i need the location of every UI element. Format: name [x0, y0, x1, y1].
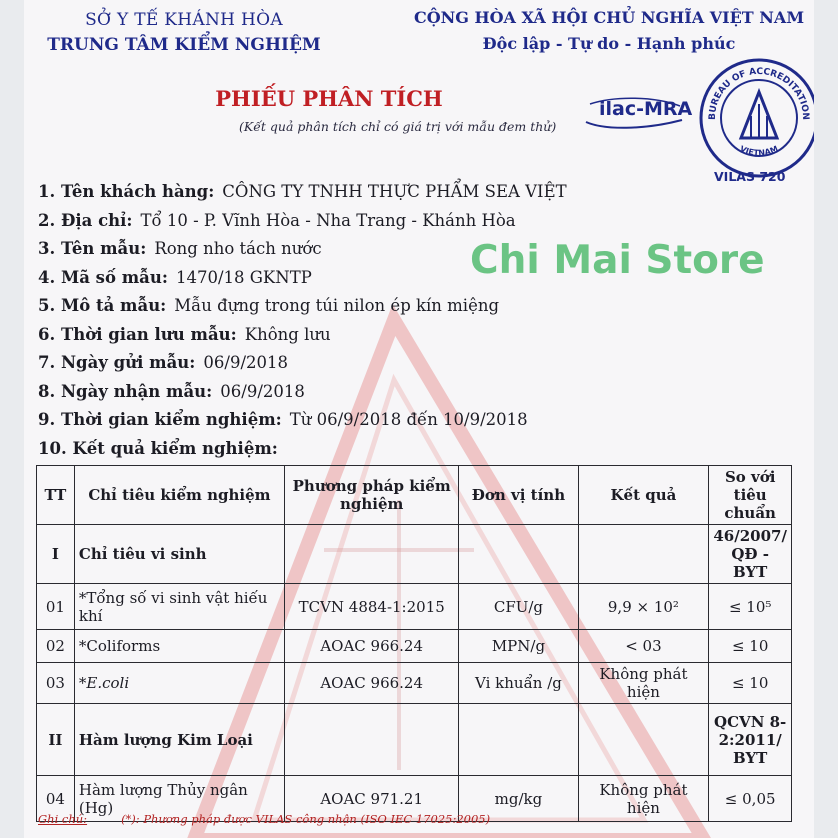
- cell-method: [284, 704, 458, 776]
- cell-tt: II: [37, 704, 75, 776]
- cell-tt: 04: [37, 776, 75, 822]
- col-header-standard: So với tiêu chuẩn: [709, 466, 792, 525]
- table-row: [37, 663, 792, 704]
- cell-criteria: *Tổng số vi sinh vật hiếu khí: [74, 584, 284, 630]
- cell-method: AOAC 966.24: [284, 630, 458, 663]
- store-watermark: Chi Mai Store: [470, 238, 765, 283]
- cell-standard: ≤ 10⁵: [709, 584, 792, 630]
- col-header-tt: TT: [37, 466, 75, 525]
- analysis-report-page: [24, 0, 814, 838]
- accreditation-seal-icon: [697, 56, 814, 180]
- cell-standard: QCVN 8-2:2011/ BYT: [709, 704, 792, 776]
- issuer-center: TRUNG TÂM KIỂM NGHIỆM: [47, 35, 321, 55]
- footnote: [38, 812, 490, 826]
- info-sample-name: 3. Tên mẫu: Rong nho tách nước: [38, 239, 322, 258]
- cell-standard: ≤ 0,05: [709, 776, 792, 822]
- national-header: [404, 8, 814, 53]
- cell-result: [578, 525, 709, 584]
- cell-standard: 46/2007/ QĐ - BYT: [709, 525, 792, 584]
- cell-tt: I: [37, 525, 75, 584]
- cell-standard: ≤ 10: [709, 630, 792, 663]
- col-header-unit: Đơn vị tính: [459, 466, 578, 525]
- table-row: [37, 584, 792, 630]
- vilas-number: VILAS 720: [714, 169, 786, 184]
- cell-criteria: *Coliforms: [74, 630, 284, 663]
- cell-unit: [459, 525, 578, 584]
- table-row: [37, 525, 792, 584]
- cell-standard: ≤ 10: [709, 663, 792, 704]
- cell-result: [578, 704, 709, 776]
- cell-method: TCVN 4884-1:2015: [284, 584, 458, 630]
- issuer-header: [34, 10, 334, 55]
- cell-criteria: Hàm lượng Kim Loại: [74, 704, 284, 776]
- info-address: 2. Địa chỉ: Tổ 10 - P. Vĩnh Hòa - Nha Trang - Khánh Hòa: [38, 210, 516, 230]
- national-motto: Độc lập - Tự do - Hạnh phúc: [482, 34, 736, 53]
- cell-tt: 02: [37, 630, 75, 663]
- info-results-heading: 10. Kết quả kiểm nghiệm:: [38, 438, 278, 458]
- info-sample-description: 5. Mô tả mẫu: Mẫu đựng trong túi nilon ép kín miệng: [38, 296, 500, 315]
- footnote-label: Ghi chú:: [38, 812, 88, 826]
- document-subtitle: (Kết quả phân tích chỉ có giá trị với mẫu đem thử): [239, 119, 557, 134]
- cell-unit: [459, 704, 578, 776]
- document-title: PHIẾU PHÂN TÍCH: [215, 86, 443, 111]
- col-header-method: Phương pháp kiểm nghiệm: [284, 466, 458, 525]
- svg-text:VIETNAM: VIETNAM: [738, 144, 780, 158]
- info-sample-code: 4. Mã số mẫu: 1470/18 GKNTP: [38, 267, 312, 287]
- info-test-period: 9. Thời gian kiểm nghiệm: Từ 06/9/2018 đến 10/9/2018: [38, 410, 528, 429]
- table-header-row: [37, 466, 792, 525]
- cell-criteria: Hàm lượng Thủy ngân (Hg): [74, 776, 284, 822]
- cell-unit: MPN/g: [459, 630, 578, 663]
- ilac-logo-text: ilac-MRA: [599, 98, 693, 120]
- cell-result: Không phát hiện: [578, 663, 709, 704]
- table-row: [37, 704, 792, 776]
- svg-text:BUREAU OF ACCREDITATION: BUREAU OF ACCREDITATION: [707, 66, 811, 121]
- cell-result: 9,9 × 10²: [578, 584, 709, 630]
- results-table: [36, 465, 792, 822]
- cell-unit: mg/kg: [459, 776, 578, 822]
- col-header-result: Kết quả: [578, 466, 709, 525]
- footnote-text: (*): Phương pháp được VILAS công nhận (ISO IEC 17025:2005): [121, 812, 491, 826]
- cell-result: Không phát hiện: [578, 776, 709, 822]
- col-header-criteria: Chỉ tiêu kiểm nghiệm: [74, 466, 284, 525]
- cell-result: < 03: [578, 630, 709, 663]
- sample-info-list: [38, 178, 567, 463]
- cell-tt: 01: [37, 584, 75, 630]
- cell-unit: CFU/g: [459, 584, 578, 630]
- issuer-department: SỞ Y TẾ KHÁNH HÒA: [85, 10, 283, 30]
- cell-method: AOAC 966.24: [284, 663, 458, 704]
- info-customer: 1. Tên khách hàng: CÔNG TY TNHH THỰC PHẨM SEA VIỆT: [38, 182, 567, 201]
- cell-tt: 03: [37, 663, 75, 704]
- cell-criteria: *E.coli: [74, 663, 284, 704]
- cell-unit: Vi khuẩn /g: [459, 663, 578, 704]
- cell-method: AOAC 971.21: [284, 776, 458, 822]
- info-receive-date: 8. Ngày nhận mẫu: 06/9/2018: [38, 381, 305, 401]
- table-row: [37, 630, 792, 663]
- info-send-date: 7. Ngày gửi mẫu: 06/9/2018: [38, 353, 289, 372]
- cell-criteria: Chỉ tiêu vi sinh: [74, 525, 284, 584]
- country-name: CỘNG HÒA XÃ HỘI CHỦ NGHĨA VIỆT NAM: [413, 8, 805, 27]
- info-storage-time: 6. Thời gian lưu mẫu: Không lưu: [38, 324, 331, 344]
- cell-method: [284, 525, 458, 584]
